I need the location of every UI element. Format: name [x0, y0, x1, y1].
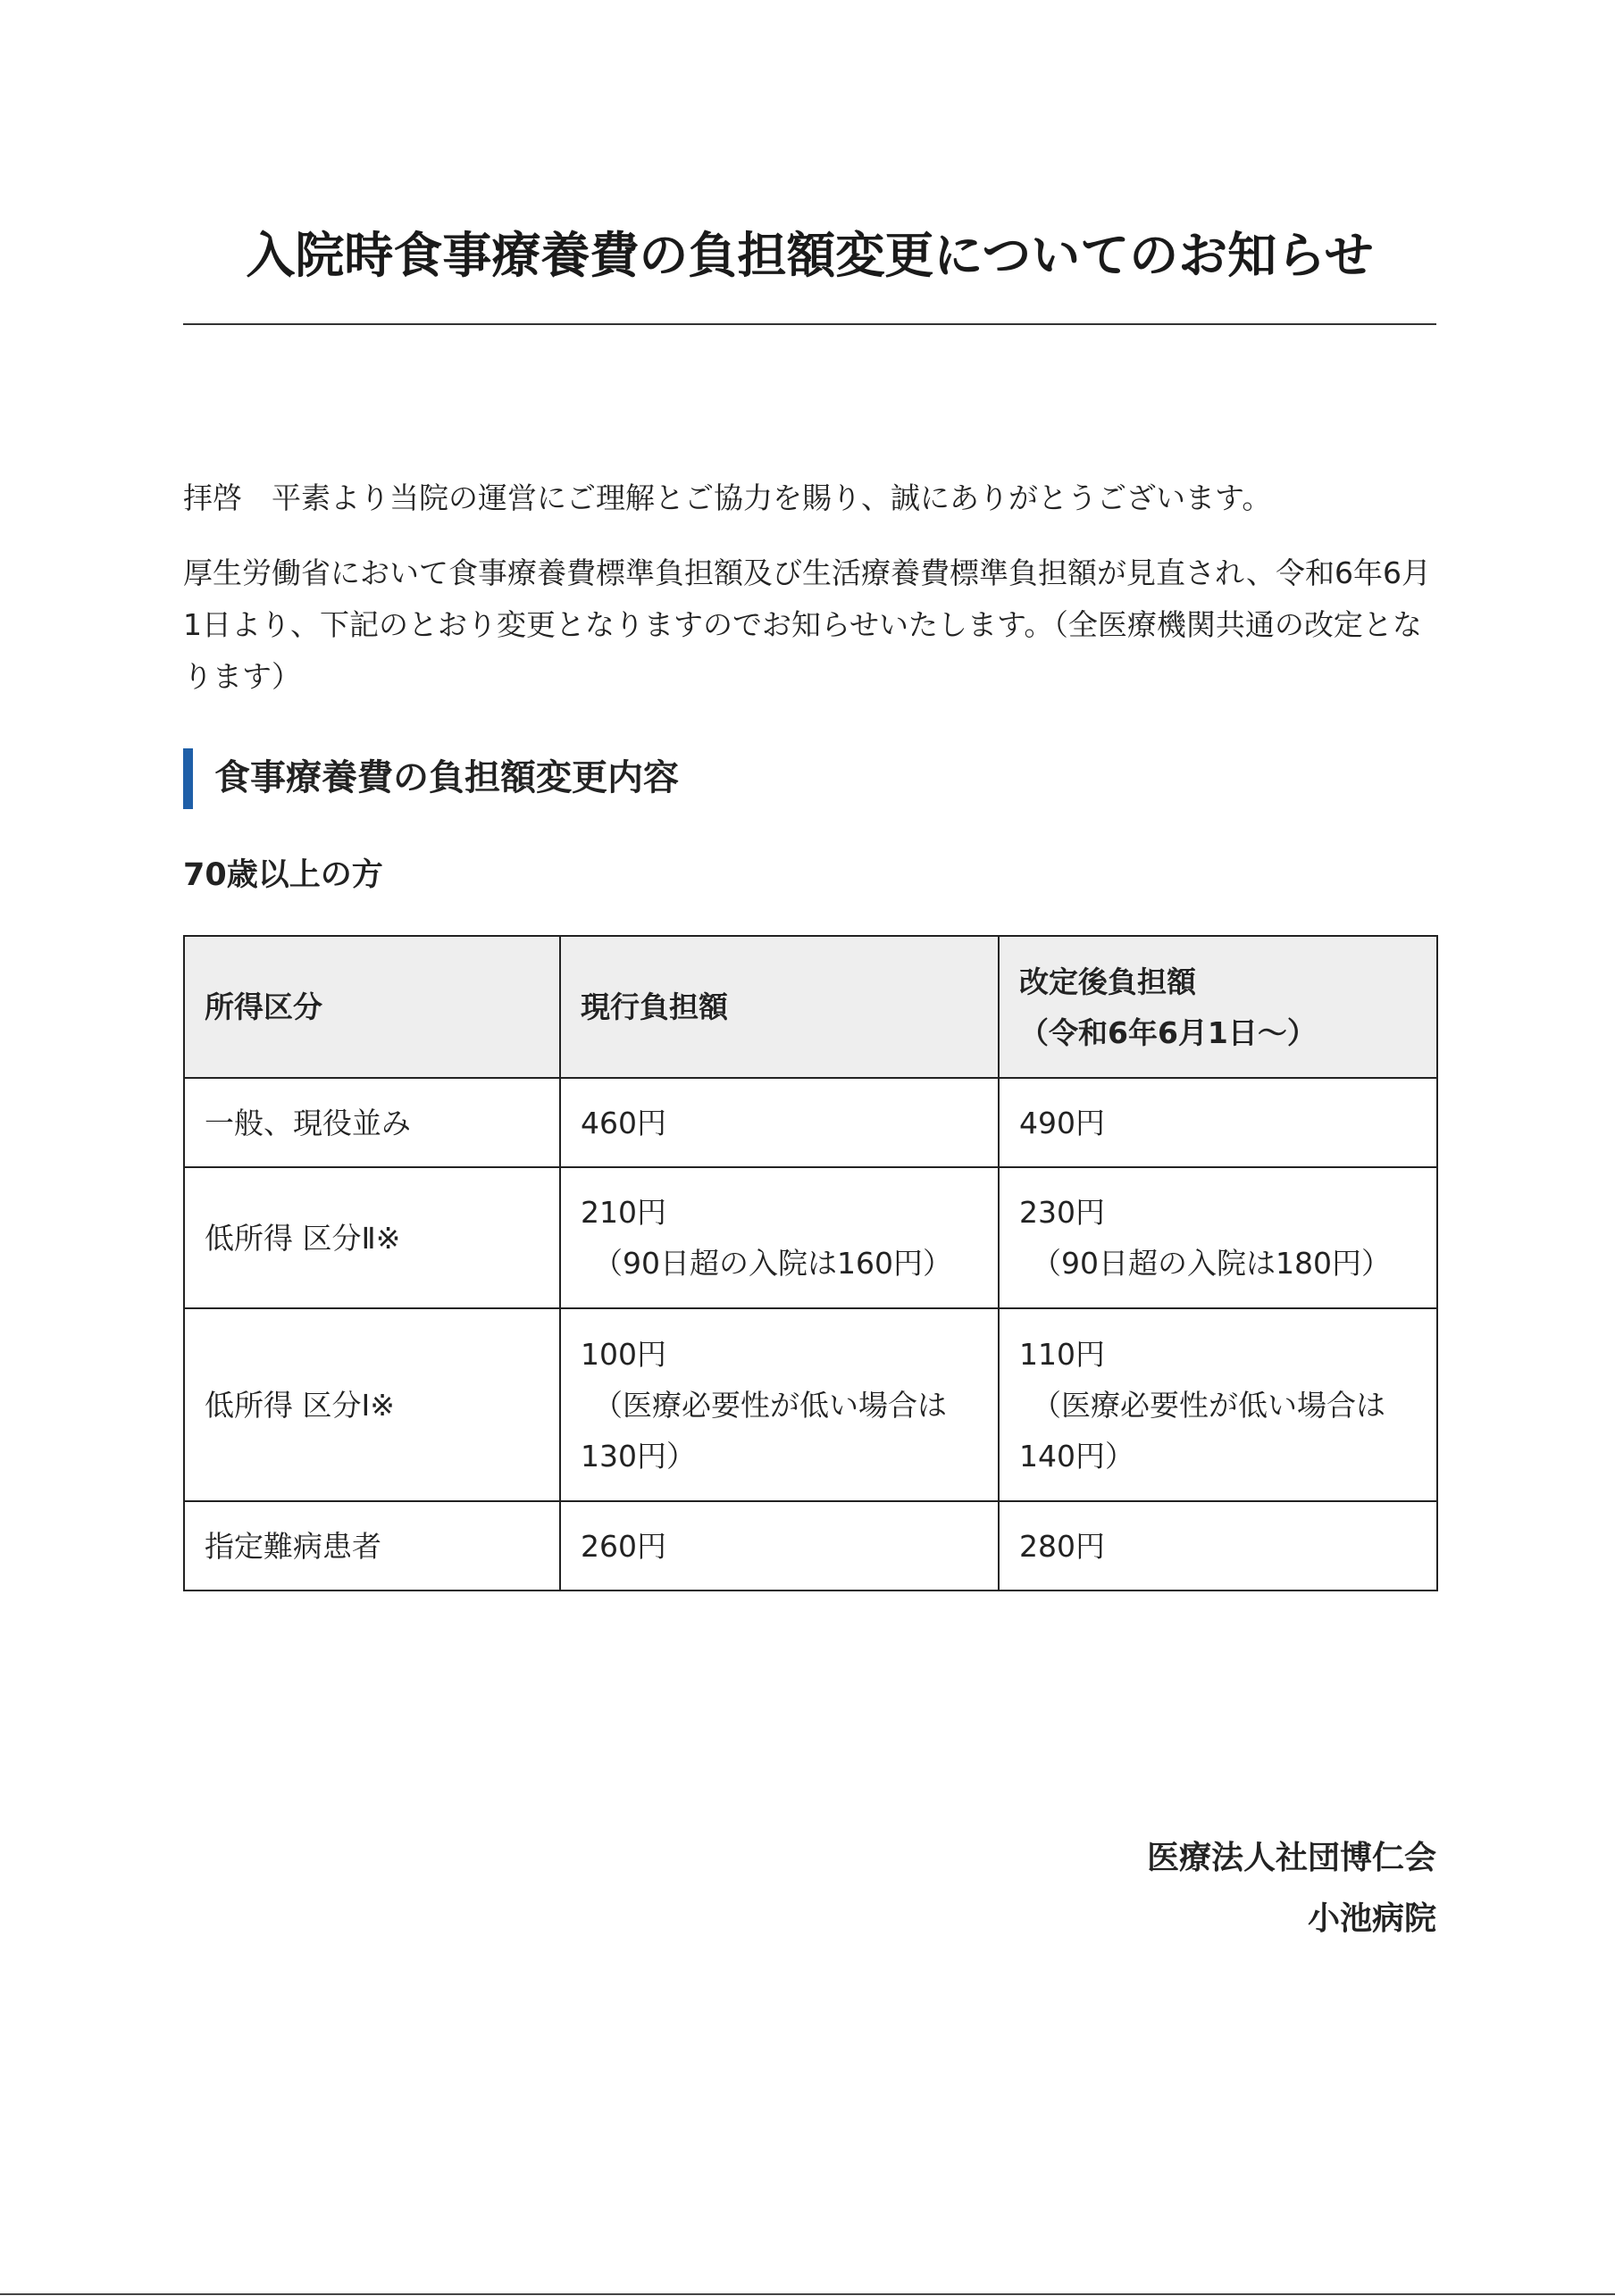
- current-amount-note: （90日超の入院は160円）: [593, 1246, 952, 1281]
- current-amount-value: 100円: [581, 1336, 666, 1372]
- current-amount-note-cont: 130円）: [581, 1438, 696, 1474]
- page-title: 入院時食事療養費の負担額変更についてのお知らせ: [246, 227, 1374, 284]
- table-row: [184, 1501, 1437, 1591]
- header-revised-amount: [999, 936, 1437, 1078]
- table-header-row: [184, 936, 1437, 1078]
- row-revised-amount: [999, 1167, 1437, 1308]
- table-row: [184, 1308, 1437, 1501]
- row-category: 指定難病患者: [184, 1501, 560, 1591]
- title-divider: [183, 323, 1436, 325]
- organization-name: 医療法人社団博仁会: [1146, 1840, 1436, 1876]
- revised-amount-note-cont: 140円）: [1019, 1438, 1134, 1474]
- current-amount-value: 210円: [581, 1195, 666, 1230]
- row-category: 低所得 区分Ⅰ※: [184, 1308, 560, 1501]
- revised-amount-note: （90日超の入院は180円）: [1032, 1246, 1391, 1281]
- revised-amount-value: 230円: [1019, 1195, 1105, 1230]
- table-row: [184, 1167, 1437, 1308]
- row-category: 低所得 区分Ⅱ※: [184, 1167, 560, 1308]
- current-amount-note: （医療必要性が低い場合は: [593, 1387, 947, 1423]
- intro-paragraph: 厚生労働省において食事療養費標準負担額及び生活療養費標準負担額が見直され、令和6年6月1日より、下記のとおり変更となりますのでお知らせいたします。（全医療機関共通の改定となります）: [183, 555, 1431, 694]
- table-row: [184, 1078, 1437, 1167]
- hospital-name: 小池病院: [1307, 1900, 1436, 1937]
- row-revised-amount: 280円: [999, 1501, 1437, 1591]
- row-revised-amount: [999, 1308, 1437, 1501]
- row-current-amount: 260円: [560, 1501, 999, 1591]
- row-revised-amount: 490円: [999, 1078, 1437, 1167]
- header-current-amount: 現行負担額: [560, 936, 999, 1078]
- fee-table: [183, 935, 1438, 1591]
- row-category: 一般、現役並み: [184, 1078, 560, 1167]
- page-bottom-edge: [0, 2293, 1615, 2295]
- revised-amount-note: （医療必要性が低い場合は: [1032, 1387, 1385, 1423]
- header-income-category: 所得区分: [184, 936, 560, 1078]
- revised-amount-value: 110円: [1019, 1336, 1105, 1372]
- row-current-amount: [560, 1308, 999, 1501]
- age-group-heading: 70歳以上の方: [183, 857, 383, 893]
- signature-block: [1147, 1828, 1436, 1950]
- header-revised-date: （令和6年6月1日～）: [1019, 1014, 1317, 1050]
- header-revised-label: 改定後負担額: [1019, 964, 1196, 999]
- row-current-amount: [560, 1167, 999, 1308]
- row-current-amount: 460円: [560, 1078, 999, 1167]
- greeting-paragraph: 拝啓 平素より当院の運営にご理解とご協力を賜り、誠にありがとうございます。: [183, 480, 1272, 515]
- section-heading: 食事療養費の負担額変更内容: [183, 748, 1436, 809]
